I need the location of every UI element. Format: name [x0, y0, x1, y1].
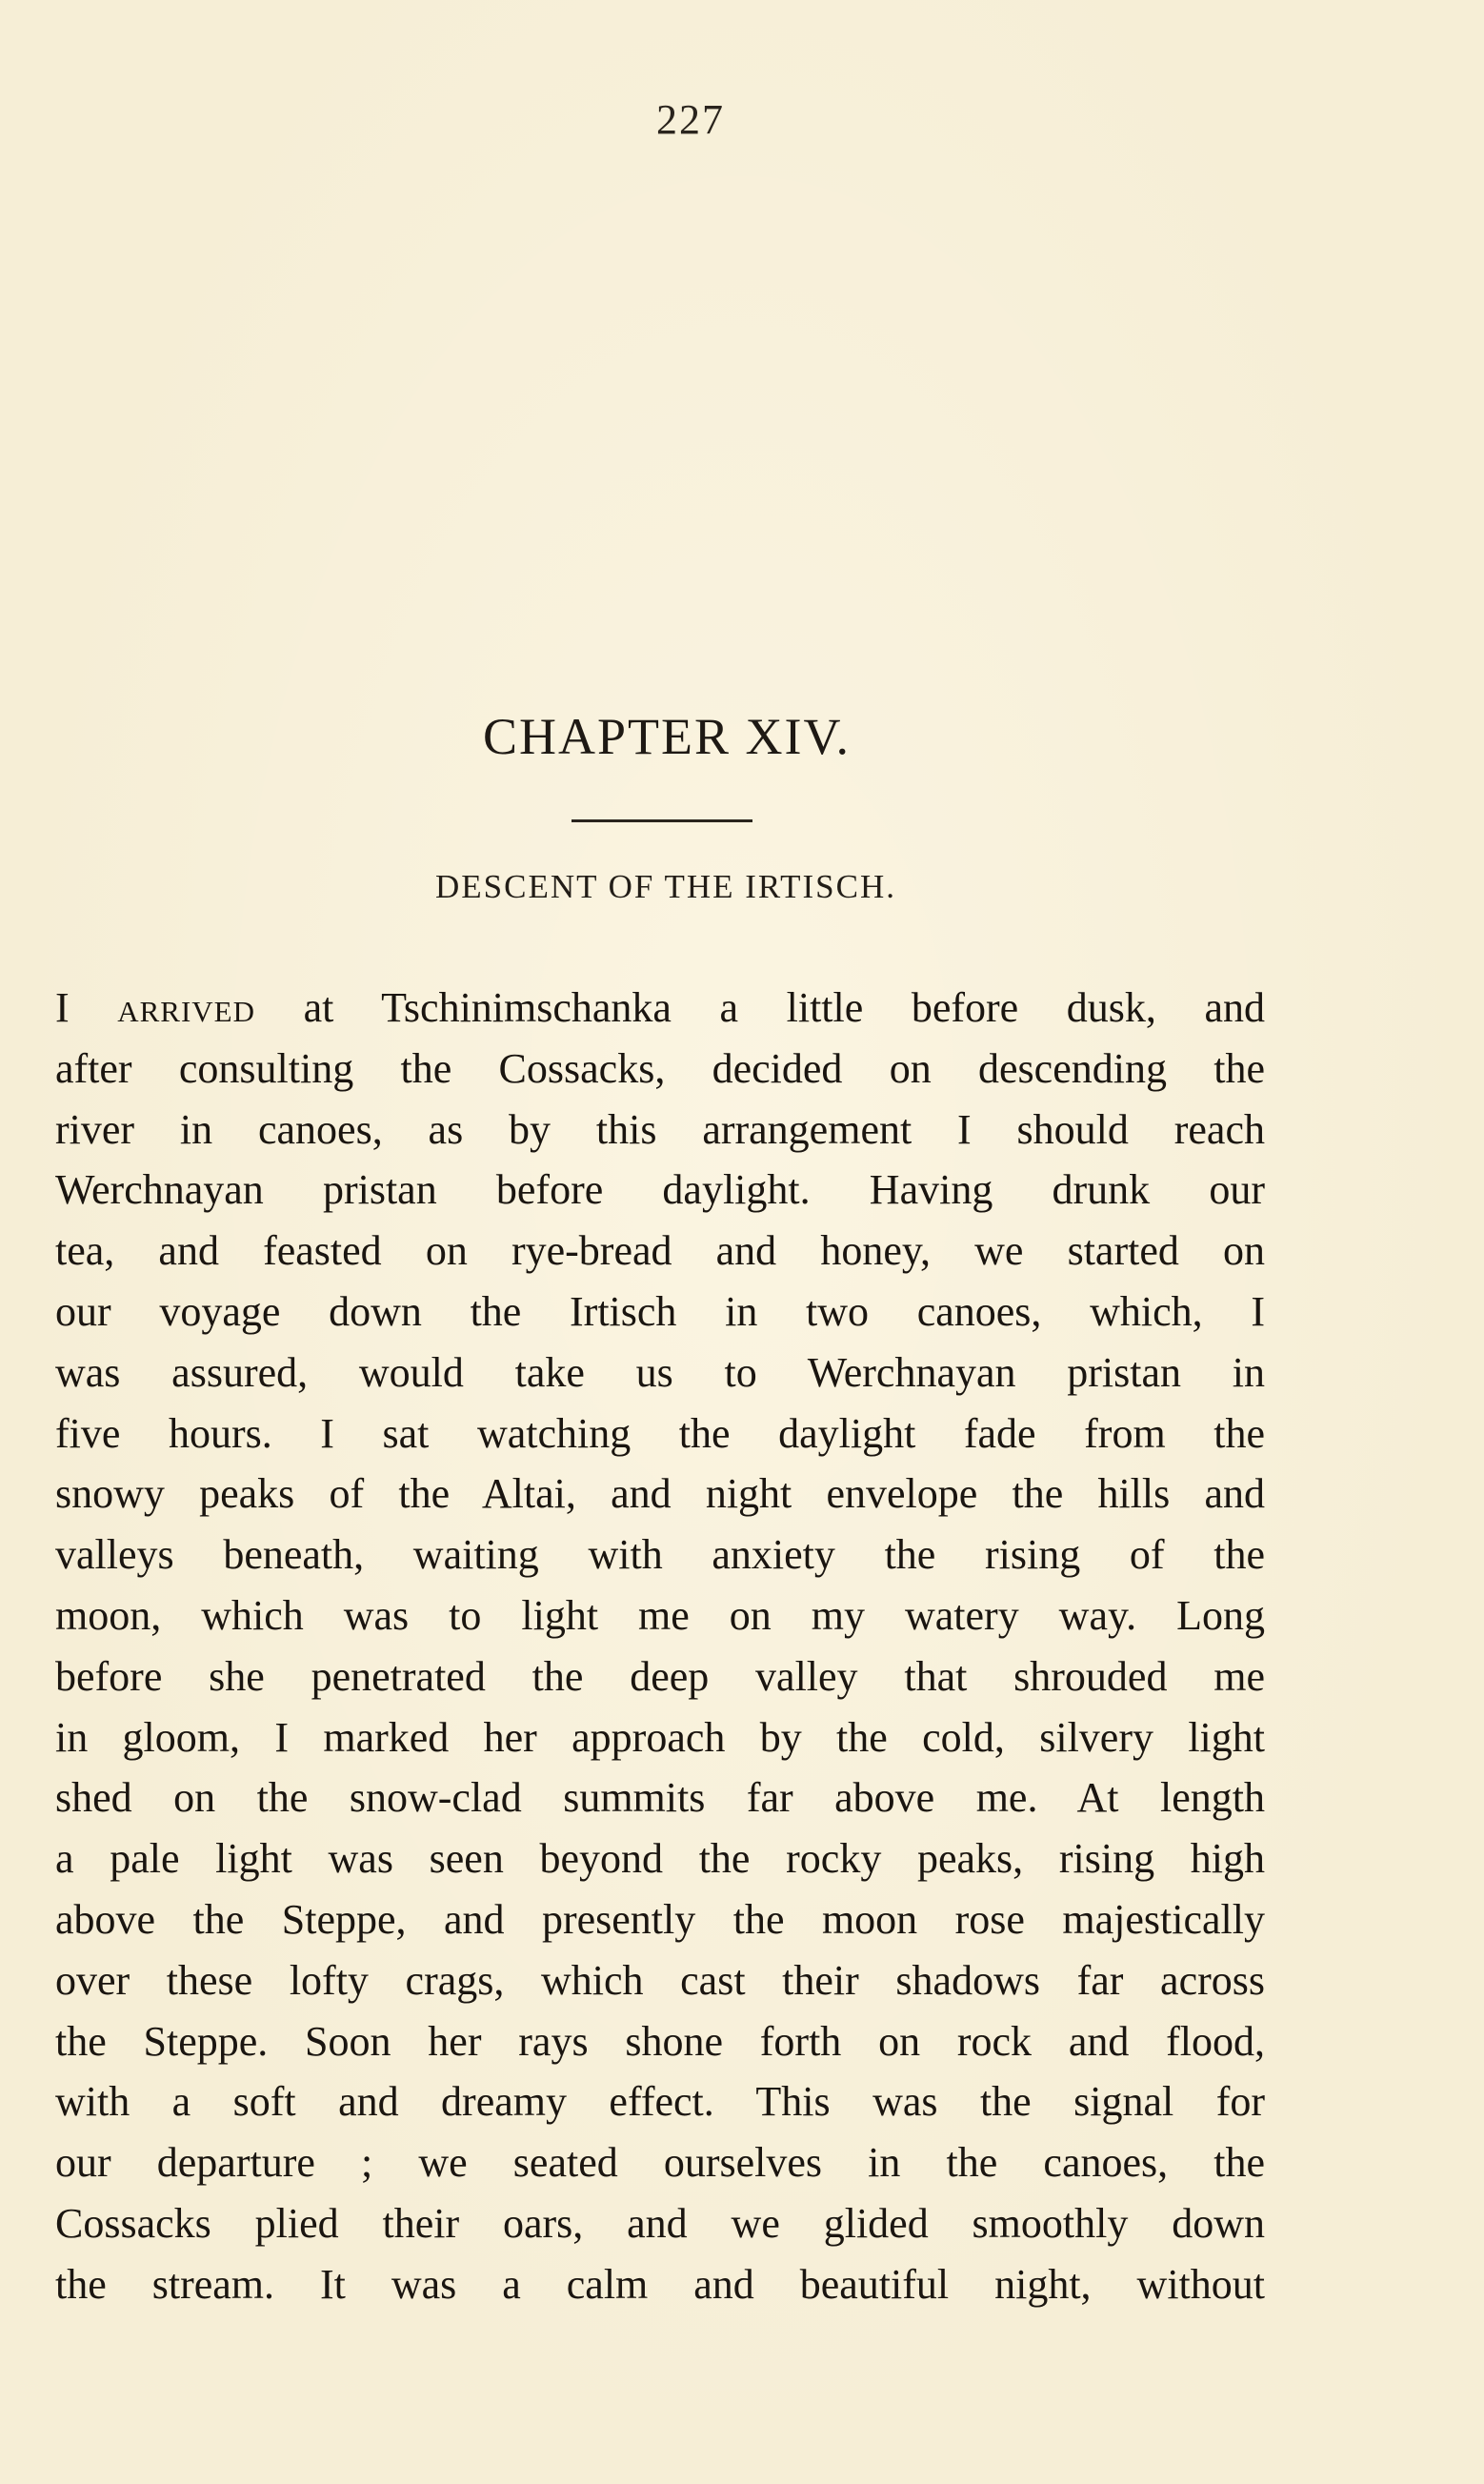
text-line: in gloom, I marked her approach by the cold, silvery light — [55, 1713, 1265, 1761]
text-line: shed on the snow-clad summits far above me. At length — [55, 1774, 1265, 1822]
text-line: above the Steppe, and presently the moon rose majestically — [55, 1895, 1265, 1943]
text-line: tea, and feasted on rye-bread and honey, we started on — [55, 1227, 1265, 1275]
body-text — [55, 978, 1265, 2315]
text-line: our departure ; we seated ourselves in the canoes, the — [55, 2139, 1265, 2187]
text-line: Werchnayan pristan before daylight. Having drunk our — [55, 1166, 1265, 1214]
text-line: Cossacks plied their oars, and we glided smoothly down — [55, 2199, 1265, 2247]
text-line: valleys beneath, waiting with anxiety the rising of the — [55, 1531, 1265, 1579]
title-divider — [572, 819, 752, 822]
text-line: moon, which was to light me on my watery way. Long — [55, 1591, 1265, 1639]
text-line: before she penetrated the deep valley that shrouded me — [55, 1652, 1265, 1700]
text-line: river in canoes, as by this arrangement I should reach — [55, 1105, 1265, 1153]
text-line: with a soft and dreamy effect. This was the signal for — [55, 2078, 1265, 2126]
text-line: snowy peaks of the Altai, and night envelope the hills and — [55, 1470, 1265, 1518]
chapter-subtitle: DESCENT OF THE IRTISCH. — [434, 868, 897, 905]
text-line: was assured, would take us to Werchnayan pristan in — [55, 1348, 1265, 1396]
drop-word-initial: I — [55, 984, 118, 1031]
text-line: after consulting the Cossacks, decided on descending the — [55, 1044, 1265, 1092]
chapter-title: CHAPTER XIV. — [482, 708, 852, 765]
text-line: our voyage down the Irtisch in two canoes, which, I — [55, 1287, 1265, 1335]
drop-word-smallcaps: ARRIVED — [117, 995, 256, 1028]
text-line: over these lofty crags, which cast their shadows far across — [55, 1956, 1265, 2004]
text-line-1 — [55, 978, 1265, 1039]
text-line: the Steppe. Soon her rays shone forth on rock and flood, — [55, 2017, 1265, 2065]
page-number: 227 — [656, 96, 725, 143]
text-line: the stream. It was a calm and beautiful night, without — [55, 2260, 1265, 2308]
text-line: a pale light was seen beyond the rocky peaks, rising high — [55, 1835, 1265, 1883]
text-line: five hours. I sat watching the daylight fade from the — [55, 1409, 1265, 1457]
text-line-1-rest: at Tschinimschanka a little before dusk, and — [255, 984, 1266, 1031]
